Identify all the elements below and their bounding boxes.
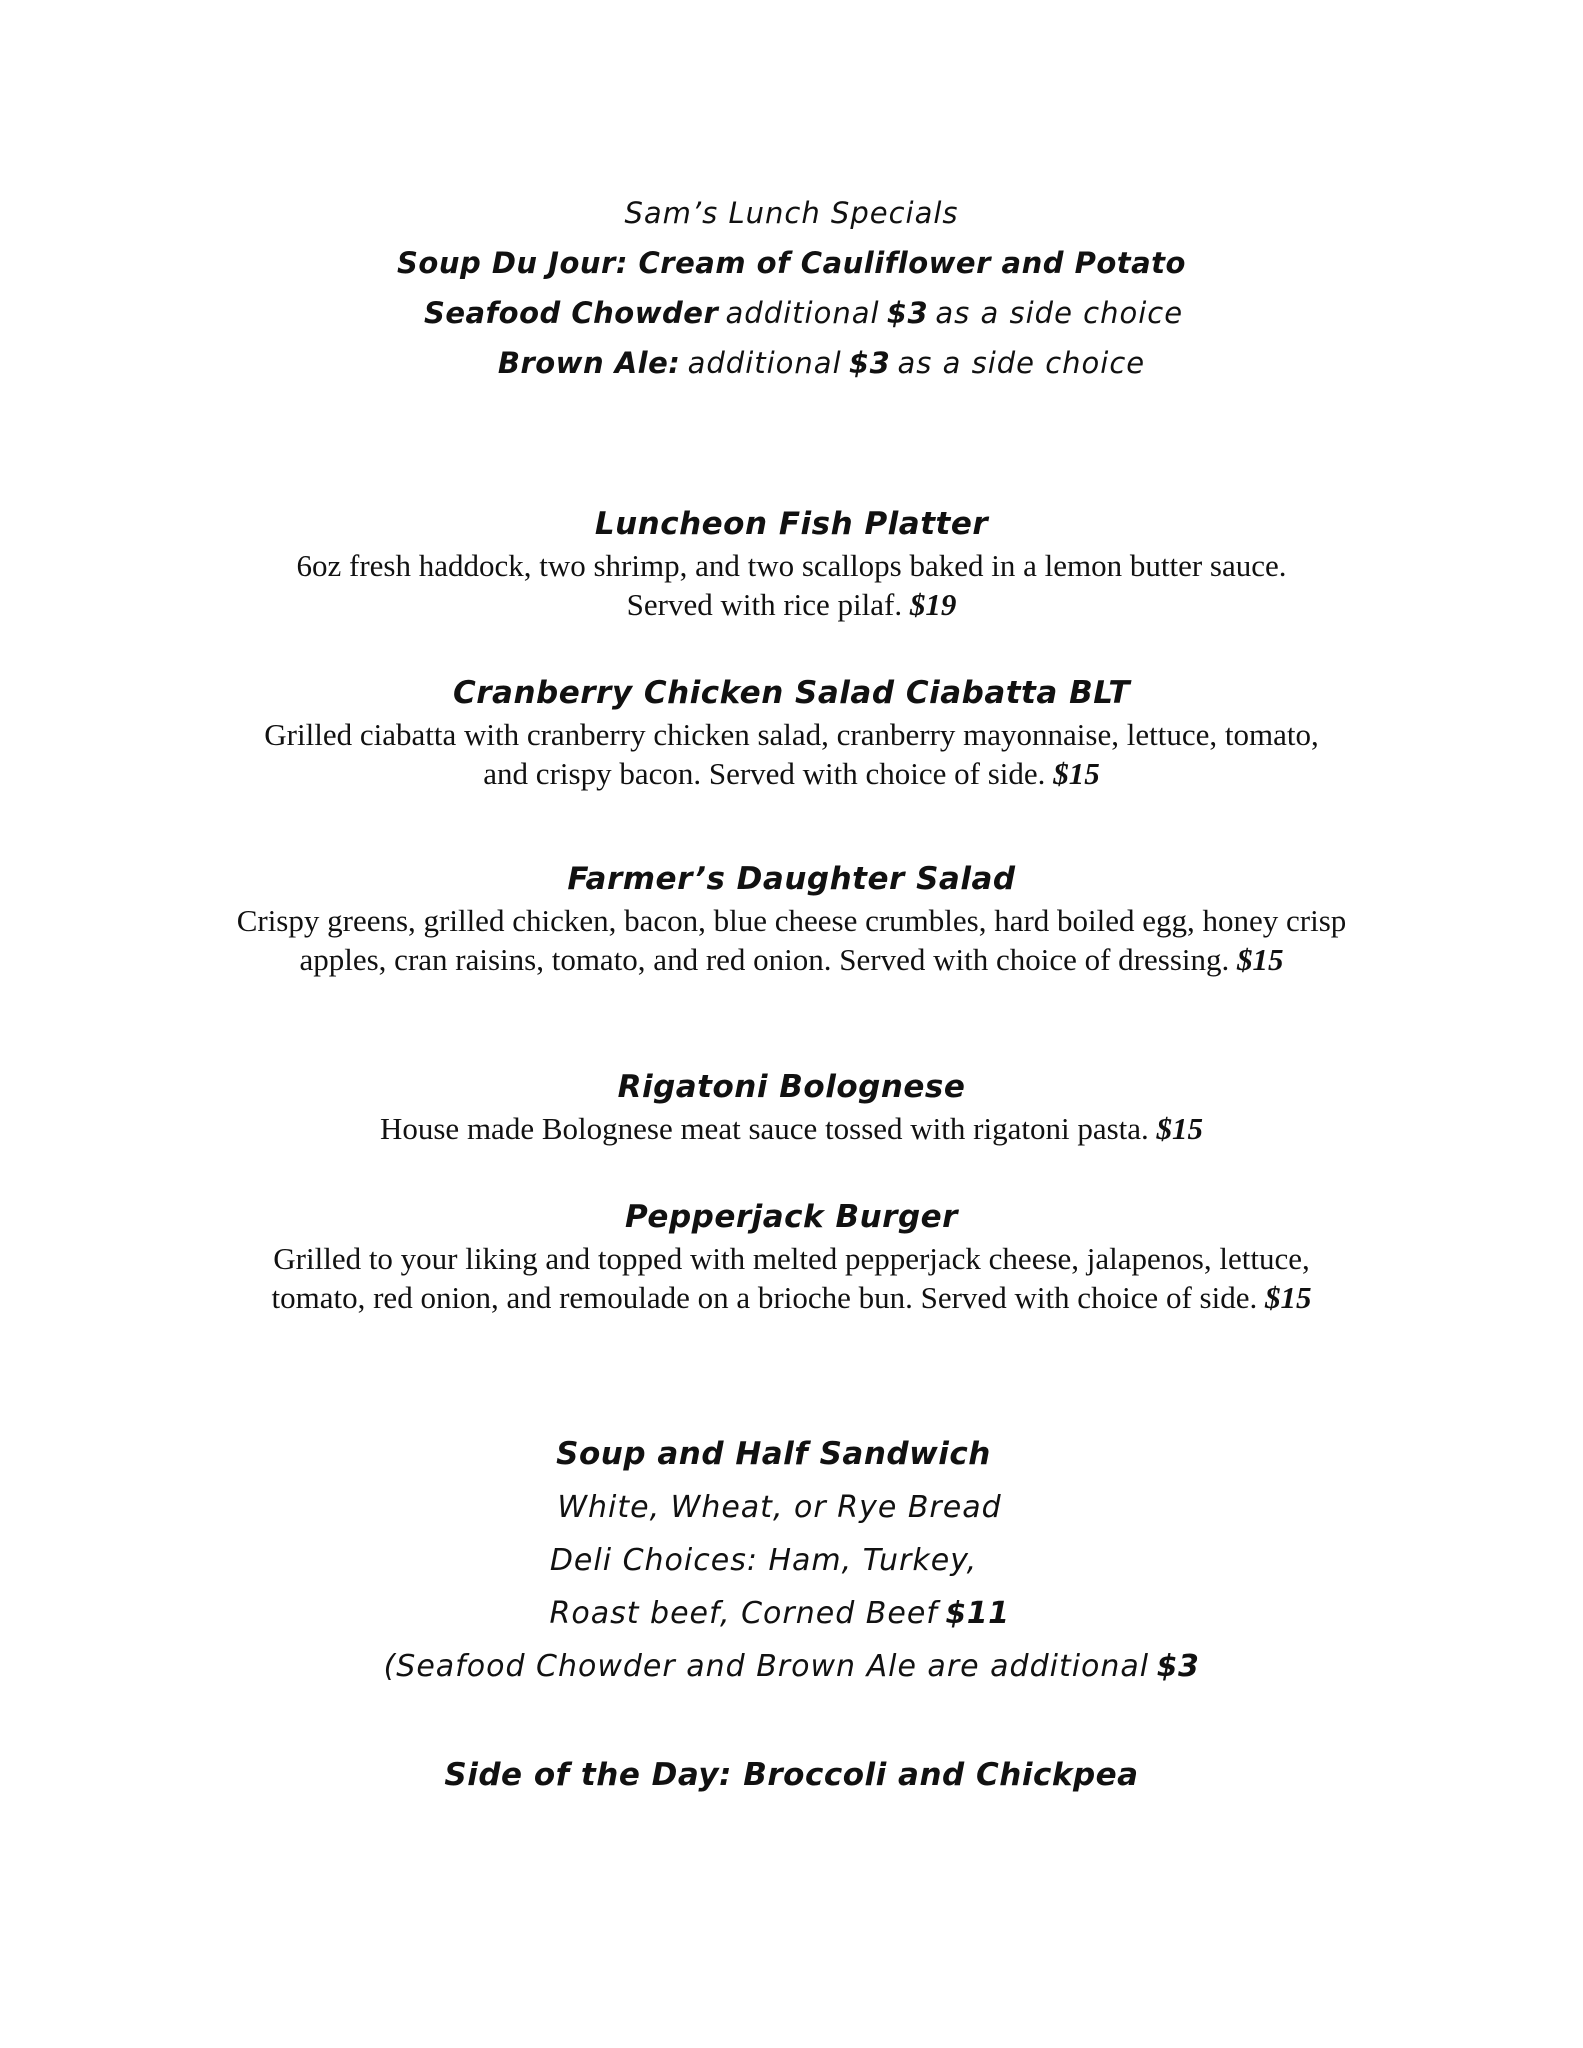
- chowder-price: $3: [886, 296, 929, 330]
- item-description-text: Served with rice pilaf.: [626, 587, 903, 622]
- sandwich-breads: White, Wheat, or Rye Bread: [557, 1490, 1002, 1525]
- item-price: $15: [1053, 756, 1100, 791]
- seafood-chowder-line: [12, 296, 1583, 331]
- item-description: 6oz fresh haddock, two shrimp, and two scallops baked in a lemon butter sauce.: [296, 548, 1287, 583]
- item-name: Luncheon Fish Platter: [594, 506, 989, 542]
- sandwich-note-price: $3: [1156, 1649, 1200, 1684]
- menu-title: Sam’s Lunch Specials: [624, 196, 959, 230]
- item-price: $15: [1264, 1280, 1312, 1315]
- sandwich-note: [0, 1649, 1583, 1684]
- brown-ale-line: [30, 346, 1583, 381]
- sandwich-deli-text: Roast beef, Corned Beef: [549, 1596, 938, 1631]
- sandwich-deli-choices: Deli Choices: Ham, Turkey,: [549, 1543, 978, 1578]
- item-description: [0, 587, 1583, 623]
- item-description: [0, 756, 1583, 792]
- sandwich-deli-choices-cont: [0, 1596, 1571, 1631]
- chowder-post: as a side choice: [935, 296, 1184, 330]
- item-description: Grilled to your liking and topped with melted pepperjack cheese, jalapenos, lettuce,: [273, 1241, 1310, 1276]
- item-price: $15: [1237, 942, 1284, 977]
- chowder-pre: additional: [725, 296, 880, 330]
- sandwich-title: Soup and Half Sandwich: [556, 1436, 991, 1472]
- item-price: $19: [909, 587, 957, 622]
- item-description-text: and crispy bacon. Served with choice of side.: [483, 756, 1046, 791]
- item-name: Cranberry Chicken Salad Ciabatta BLT: [453, 675, 1130, 711]
- side-of-the-day: Side of the Day: Broccoli and Chickpea: [444, 1757, 1139, 1793]
- item-description: Grilled ciabatta with cranberry chicken salad, cranberry mayonnaise, lettuce, tomato,: [264, 717, 1319, 752]
- ale-post: as a side choice: [897, 346, 1146, 380]
- item-description-text: tomato, red onion, and remoulade on a brioche bun. Served with choice of side.: [271, 1280, 1258, 1315]
- item-price: $15: [1156, 1111, 1204, 1146]
- item-name: Farmer’s Daughter Salad: [567, 861, 1016, 897]
- sandwich-note-text: (Seafood Chowder and Brown Ale are additional: [383, 1649, 1150, 1684]
- item-description: [0, 1111, 1583, 1147]
- ale-price: $3: [848, 346, 891, 380]
- sandwich-price: $11: [945, 1596, 1010, 1631]
- item-name: Pepperjack Burger: [625, 1199, 958, 1235]
- item-description-text: apples, cran raisins, tomato, and red onion. Served with choice of dressing.: [299, 942, 1230, 977]
- ale-pre: additional: [687, 346, 842, 380]
- item-description: [0, 942, 1583, 978]
- chowder-name: Seafood Chowder: [423, 296, 719, 330]
- ale-name: Brown Ale:: [497, 346, 681, 380]
- item-description: [0, 1280, 1583, 1316]
- item-name: Rigatoni Bolognese: [617, 1069, 966, 1105]
- soup-du-jour: Soup Du Jour: Cream of Cauliflower and Potato: [397, 246, 1186, 280]
- item-description: Crispy greens, grilled chicken, bacon, blue cheese crumbles, hard boiled egg, honey crisp: [236, 903, 1347, 938]
- item-description-text: House made Bolognese meat sauce tossed with rigatoni pasta.: [379, 1111, 1149, 1146]
